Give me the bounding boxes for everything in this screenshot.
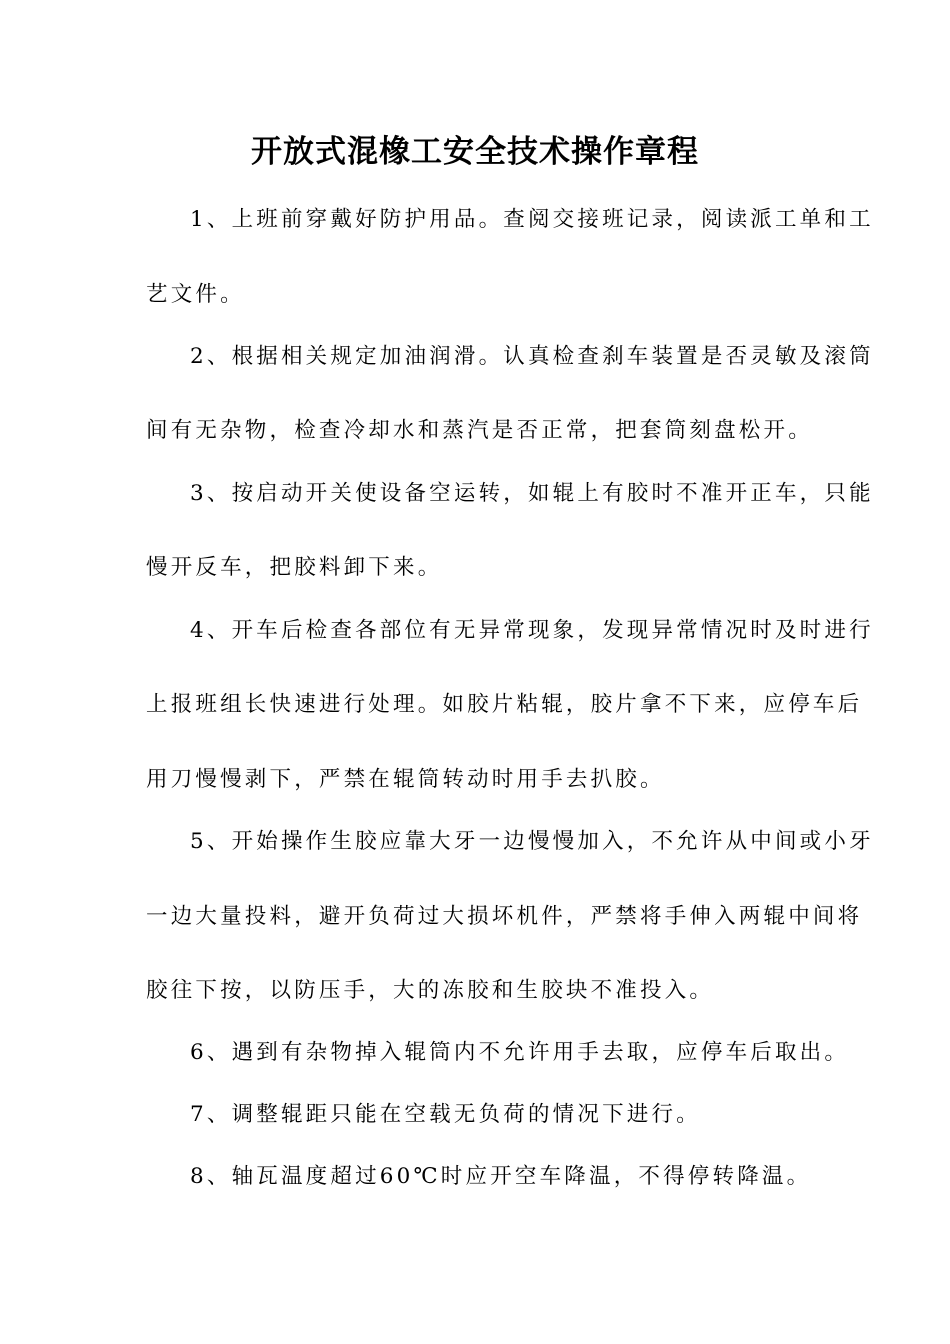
paragraph-2-line-2: 间有无杂物，检查冷却水和蒸汽是否正常，把套筒刻盘松开。 [146, 418, 813, 443]
paragraph-1-line-2: 艺文件。 [146, 282, 245, 307]
paragraph-7-line-1: 7、调整辊距只能在空载无负荷的情况下进行。 [190, 1102, 701, 1127]
paragraph-3-line-1: 3、按启动开关使设备空运转，如辊上有胶时不准开正车，只能 [190, 481, 874, 506]
paragraph-4-line-3: 用刀慢慢剥下，严禁在辊筒转动时用手去扒胶。 [146, 767, 665, 792]
paragraph-4-line-2: 上报班组长快速进行处理。如胶片粘辊，胶片拿不下来，应停车后 [146, 692, 863, 717]
paragraph-8-line-1: 8、轴瓦温度超过60℃时应开空车降温，不得停转降温。 [190, 1164, 812, 1189]
paragraph-6-line-1: 6、遇到有杂物掉入辊筒内不允许用手去取，应停车后取出。 [190, 1040, 850, 1065]
paragraph-3-line-2: 慢开反车，把胶料卸下来。 [146, 555, 443, 580]
paragraph-1-line-1: 1、上班前穿戴好防护用品。查阅交接班记录，阅读派工单和工 [190, 207, 874, 232]
paragraph-5-line-3: 胶往下按，以防压手，大的冻胶和生胶块不准投入。 [146, 978, 715, 1003]
paragraph-5-line-2: 一边大量投料，避开负荷过大损坏机件，严禁将手伸入两辊中间将 [146, 904, 863, 929]
paragraph-2-line-1: 2、根据相关规定加油润滑。认真检查刹车装置是否灵敏及滚筒 [190, 344, 874, 369]
document-title: 开放式混橡工安全技术操作章程 [251, 134, 699, 170]
paragraph-5-line-1: 5、开始操作生胶应靠大牙一边慢慢加入，不允许从中间或小牙 [190, 829, 874, 854]
paragraph-4-line-1: 4、开车后检查各部位有无异常现象，发现异常情况时及时进行 [190, 618, 874, 643]
